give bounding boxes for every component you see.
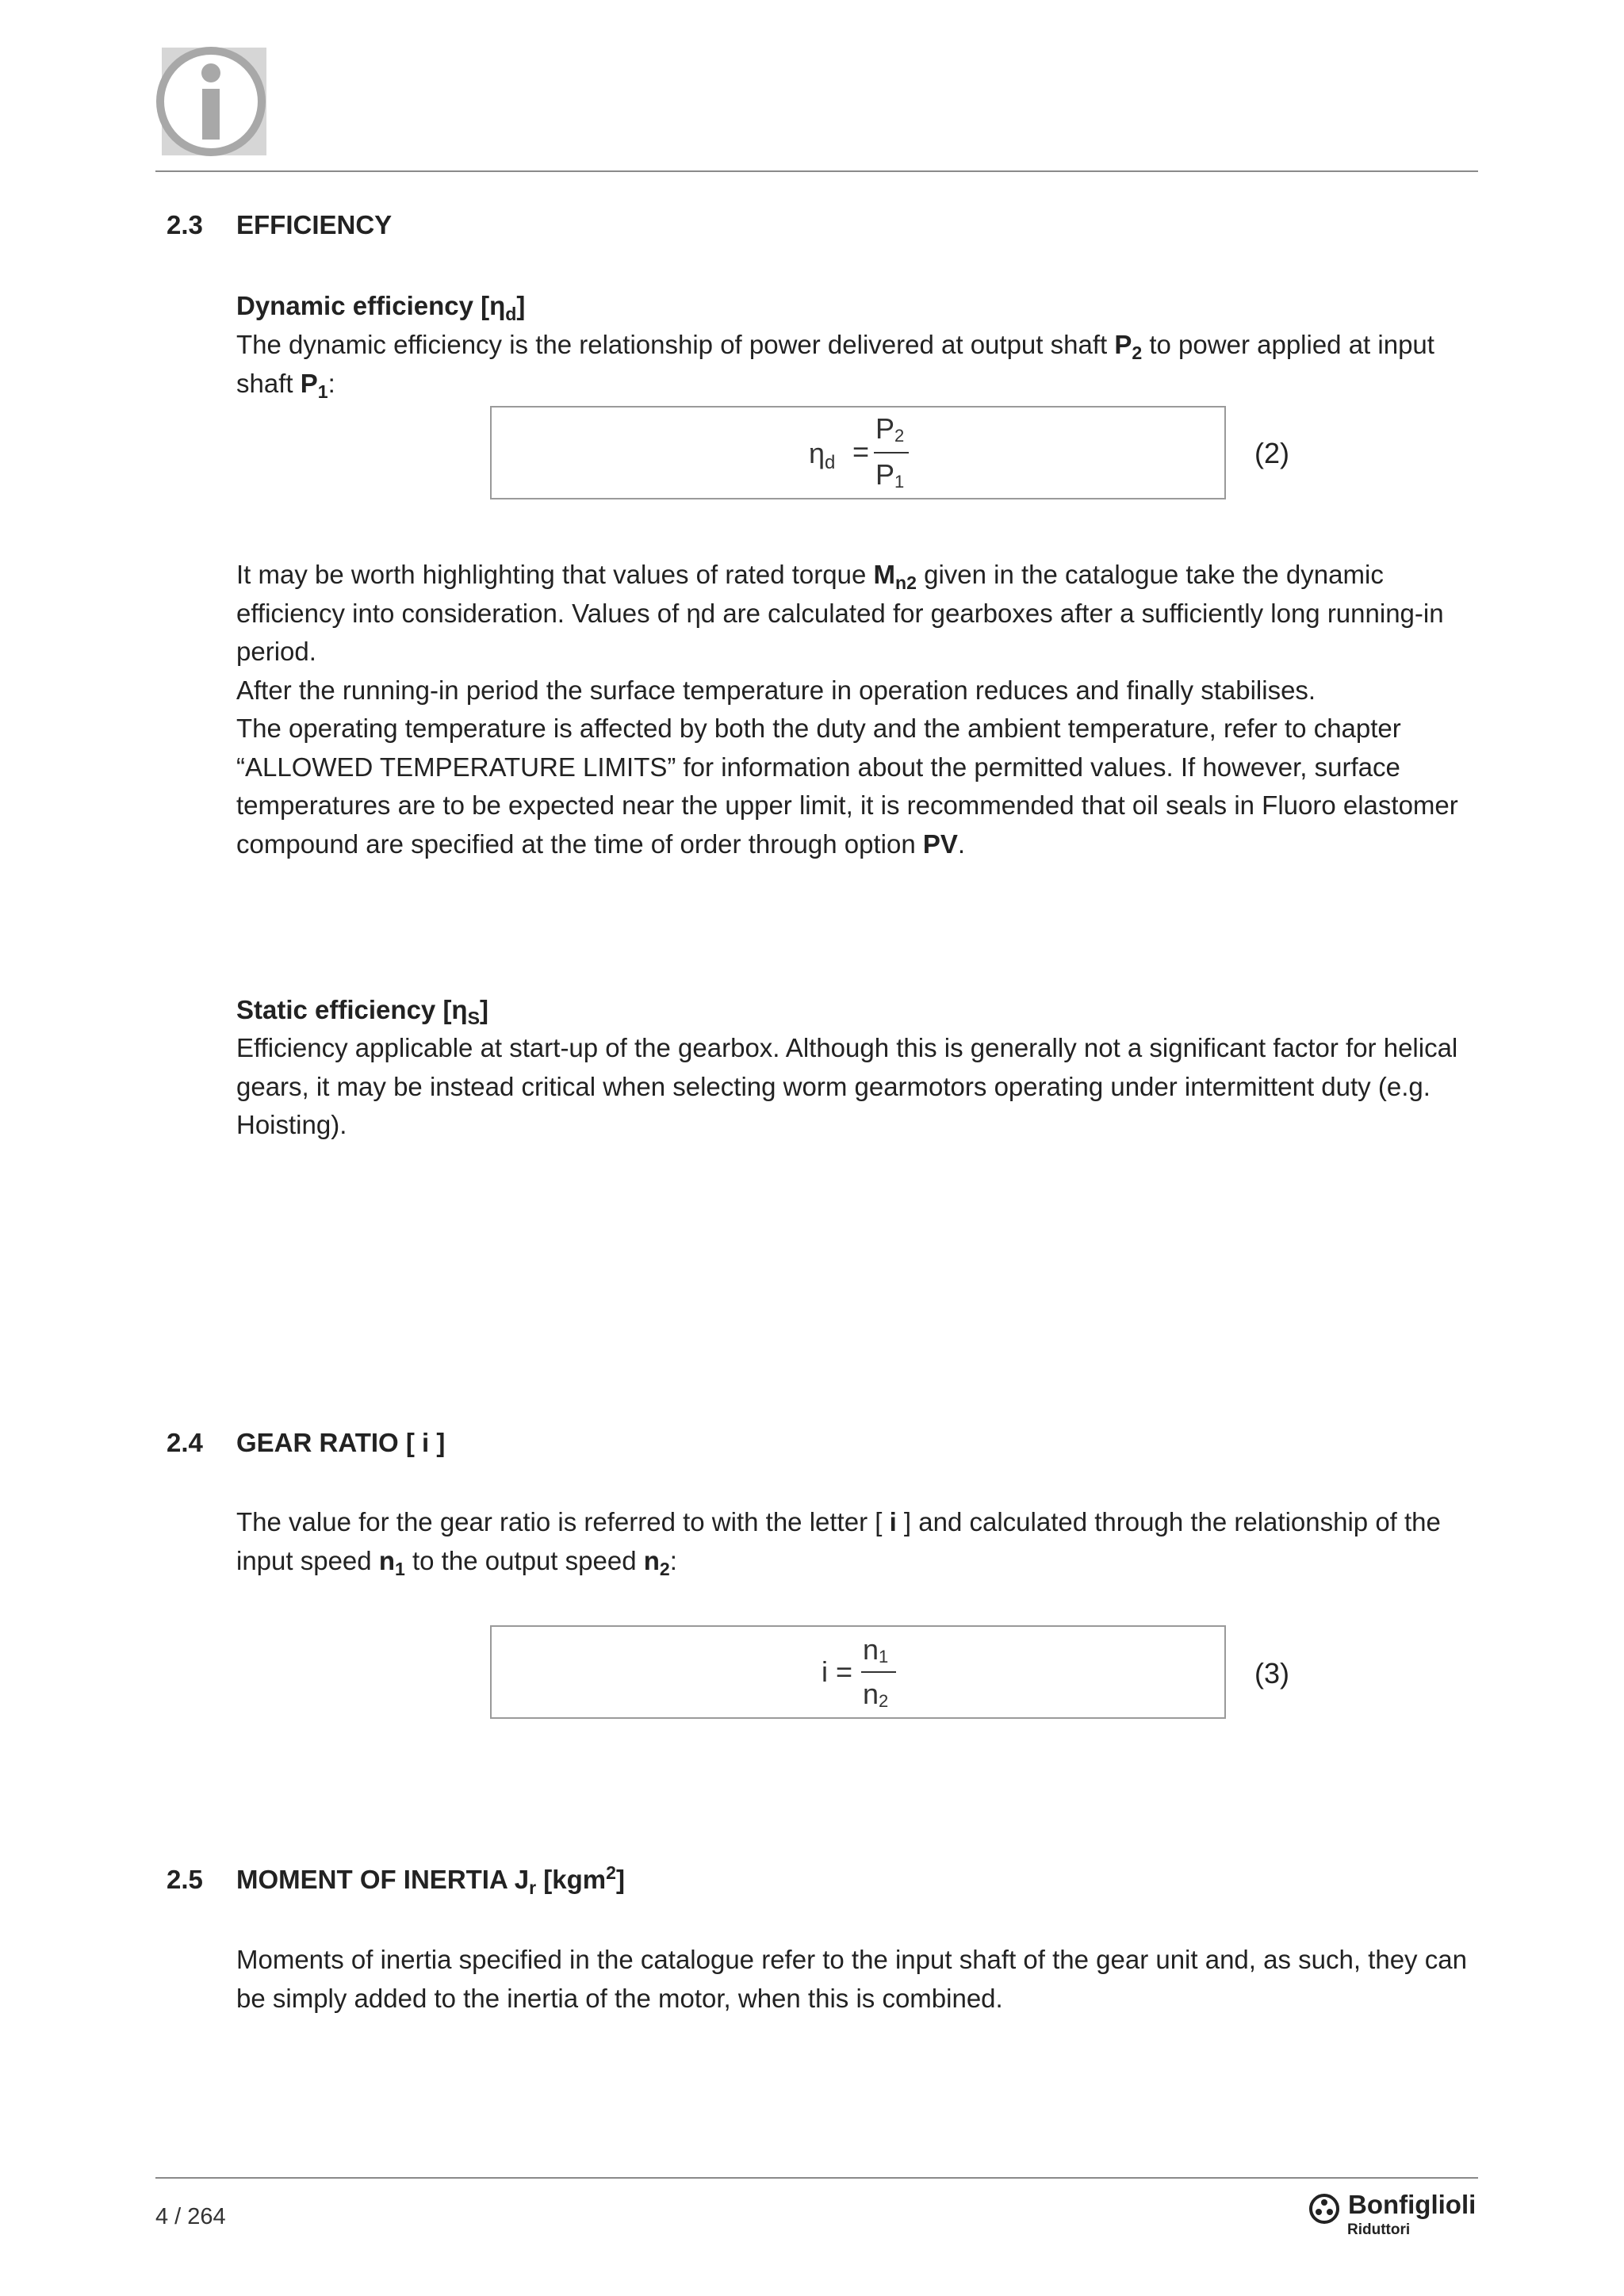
bonfiglioli-logo-icon <box>1308 2193 1340 2225</box>
gear-ratio-text: The value for the gear ratio is referred to with the letter [ i ] and calculated through the relationship of the input speed $n_1$ to the output speed $n_2$: <box>236 1507 1441 1579</box>
dynamic-efficiency-heading: Dynamic efficiency $[\eta_d]$ <box>236 291 526 324</box>
formula-denominator: $P_1$ <box>875 458 905 492</box>
brand-name: Bonfiglioli <box>1348 2190 1477 2219</box>
formula-box-gear-ratio <box>490 1625 1226 1719</box>
static-efficiency-text: Efficiency applicable at start-up of the gearbox. Although this is generally not a significant factor for helical gears, it may be instead critical when selecting worm gearmotors operating under intermittent duty (e.g. Hoisting). <box>236 1033 1458 1139</box>
fraction-bar <box>861 1671 896 1673</box>
section-title: MOMENT OF INERTIA $J_r$ [kgm$^2$] <box>236 1862 625 1898</box>
inertia-text: Moments of inertia specified in the catalogue refer to the input shaft of the gear unit and, as such, they can be simply added to the inertia of the motor, when this is combined. <box>236 1945 1467 2013</box>
dynamic-efficiency-body: It may be worth highlighting that values of rated torque $M_{n2}$ given in the catalogue take the dynamic efficiency into consideration. Values of ηd are calculated for gearboxes after a sufficiently long running-in period. After the running-in period the surface temperature in operation reduces and finally stabilises. The operating temperature is affected by both the duty and the ambient temperature, refer to chapter “ALLOWED TEMPERATURE LIMITS” for information about the permitted values. If however, surface temperatures are to be expected near the upper limit, it is recommended that oil seals in Fluoro elastomer compound are specified at the time of order through option PV. <box>236 556 1481 863</box>
formula-equals: = <box>852 435 870 468</box>
formula-denominator: $n_2$ <box>863 1678 889 1711</box>
running-in-paragraph: After the running-in period the surface temperature in operation reduces and finally stabilises. <box>236 675 1316 705</box>
section-title: GEAR RATIO [ i ] <box>236 1428 446 1457</box>
dynamic-efficiency-intro: The dynamic efficiency is the relationship of power delivered at output shaft $P_2$ to power applied at input shaft $P_1$: <box>236 330 1434 402</box>
brand-subtitle: Riduttori <box>1347 2221 1411 2238</box>
formula-numerator: $P_2$ <box>875 412 905 446</box>
equation-number: (2) <box>1254 437 1289 469</box>
fraction-bar <box>874 452 909 453</box>
equation-number: (3) <box>1254 1657 1289 1689</box>
formula-lhs: i = <box>822 1655 853 1688</box>
header-rule <box>155 170 1478 172</box>
operating-temperature-paragraph: The operating temperature is affected by both the duty and the ambient temperature, refer to chapter “ALLOWED TEMPERATURE LIMITS” for information about the permitted values. If however, surface temperatures are to be expected near the upper limit, it is recommended that oil seals in Fluoro elastomer compound are specified at the time of order through option PV. <box>236 714 1458 859</box>
bonfiglioli-logo <box>1308 2190 1483 2245</box>
static-efficiency-heading: Static efficiency $[\eta_S]$ <box>236 995 488 1028</box>
footer-rule <box>155 2177 1478 2179</box>
section-title: EFFICIENCY <box>236 210 393 239</box>
formula-lhs: $\eta_d$ <box>809 437 836 473</box>
formula-numerator: $n_1$ <box>863 1633 889 1667</box>
section-number: 2.3 <box>167 210 203 239</box>
page-number: 4 / 264 <box>155 2204 226 2229</box>
section-number: 2.4 <box>167 1428 203 1457</box>
section-number: 2.5 <box>167 1865 203 1894</box>
info-icon <box>155 41 270 159</box>
